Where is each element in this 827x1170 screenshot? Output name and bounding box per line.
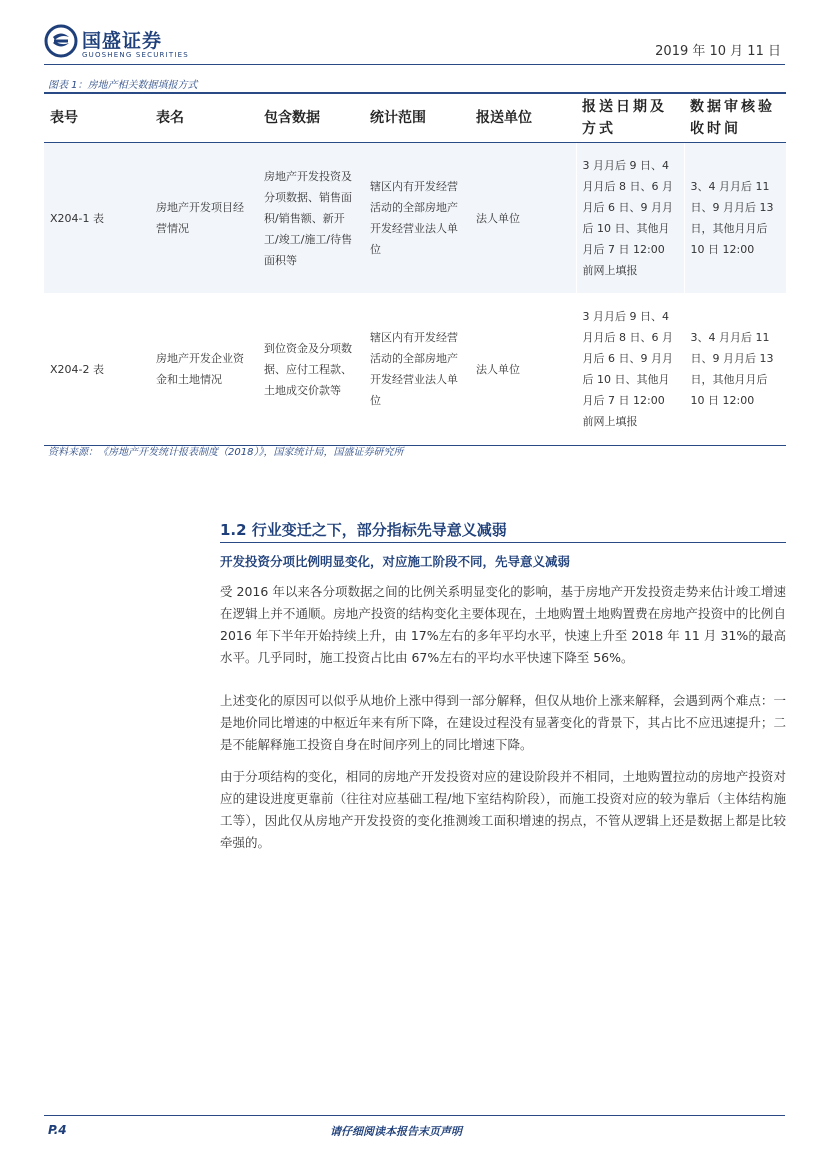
section-title: 1.2 行业变迁之下，部分指标先导意义减弱 (220, 521, 507, 539)
report-date: 2019 年 10 月 11 日 (655, 44, 781, 59)
footer-disclaimer: 请仔细阅读本报告末页声明 (330, 1125, 462, 1138)
header-cell: 表号 (44, 93, 150, 143)
header-cell: 数据审核验收时间 (684, 93, 786, 143)
body-paragraph: 受 2016 年以来各分项数据之间的比例关系明显变化的影响，基于房地产开发投资走势来估计竣工增速在逻辑上并不通顺。房地产投资的结构变化主要体现在，土地购置土地购置费在房地产投资中的比例自 2016 年下半年开始持续上升，由 17%左右的多年平均水平，快速上升至 2018 年 11 月 31%的最高水平。几乎同时，施工投资占比由 67%左右的平均水平快速下降至 56%。 (220, 584, 786, 665)
body-paragraph: 上述变化的原因可以似乎从地价上涨中得到一部分解释，但仅从地价上涨来解释，会遇到两个难点：一是地价同比增速的中枢近年来有所下降，在建设过程没有显著变化的背景下，其占比不应迅速提升；二是不能解释施工投资自身在时间序列上的同比增速下降。 (220, 693, 786, 752)
table-cell: 3 月月后 9 日、4 月月后 8 日、6 月月后 6 日、9 月月后 10 日、其他月月后 7 日 12:00 前网上填报 (576, 293, 684, 446)
table-cell: 房地产开发项目经营情况 (150, 143, 258, 294)
section-divider (220, 542, 786, 543)
table-cell: 房地产开发投资及分项数据、销售面积/销售额、新开工/竣工/施工/待售面积等 (258, 143, 364, 294)
page-number: P.4 (48, 1123, 67, 1137)
header-cell: 统计范围 (364, 93, 470, 143)
table-cell: X204-1 表 (44, 143, 150, 294)
section-subtitle: 开发投资分项比例明显变化，对应施工阶段不同，先导意义减弱 (220, 554, 571, 569)
logo-mark-icon (44, 24, 78, 58)
figure-source: 资料来源：《房地产开发统计报表制度（2018）》，国家统计局，国盛证券研究所 (48, 447, 404, 458)
table-cell: 到位资金及分项数据、应付工程款、土地成交价款等 (258, 293, 364, 446)
header-cell: 报送日期及方式 (576, 93, 684, 143)
table-cell: 3、4 月月后 11 日、9 月月后 13 日，其他月月后 10 日 12:00 (684, 143, 786, 294)
table-cell: 法人单位 (470, 143, 576, 294)
table-cell: 辖区内有开发经营活动的全部房地产开发经营业法人单位 (364, 293, 470, 446)
header-cell: 报送单位 (470, 93, 576, 143)
table-cell: 3 月月后 9 日、4 月月后 8 日、6 月月后 6 日、9 月月后 10 日、其他月月后 7 日 12:00 前网上填报 (576, 143, 684, 294)
table-cell: 房地产开发企业资金和土地情况 (150, 293, 258, 446)
logo-name-en: GUOSHENG SECURITIES (82, 51, 189, 59)
logo-name-cn: 国盛证券 (82, 30, 163, 52)
table-cell: 辖区内有开发经营活动的全部房地产开发经营业法人单位 (364, 143, 470, 294)
table-cell: X204-2 表 (44, 293, 150, 446)
header-cell: 包含数据 (258, 93, 364, 143)
header-cell: 表名 (150, 93, 258, 143)
figure-caption: 图表 1：房地产相关数据填报方式 (48, 80, 198, 91)
table-cell: 法人单位 (470, 293, 576, 446)
data-reporting-table (44, 92, 786, 446)
table-cell: 3、4 月月后 11 日、9 月月后 13 日，其他月月后 10 日 12:00 (684, 293, 786, 446)
table-row (44, 293, 786, 446)
table-header-row (44, 93, 786, 143)
header-divider (44, 64, 785, 65)
body-paragraph: 由于分项结构的变化，相同的房地产开发投资对应的建设阶段并不相同，土地购置拉动的房地产投资对应的建设进度更靠前（往往对应基础工程/地下室结构阶段），而施工投资对应的较为靠后（主体结构施工等），因此仅从房地产开发投资的变化推测竣工面积增速的拐点，不管从逻辑上还是数据上都是比较牵强的。 (220, 769, 786, 850)
company-logo (44, 24, 194, 64)
footer-divider (44, 1115, 785, 1116)
table-row (44, 143, 786, 294)
